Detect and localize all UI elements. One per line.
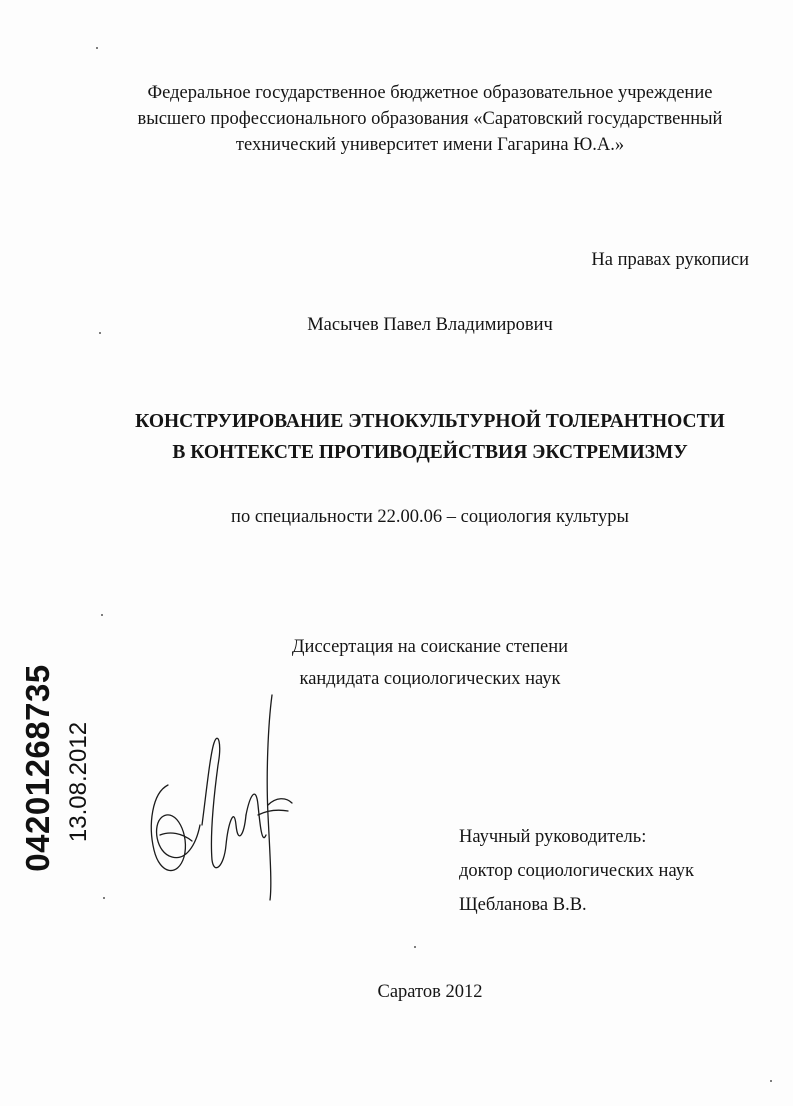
supervisor-name: Щебланова В.В. bbox=[459, 895, 587, 915]
scan-speck bbox=[770, 1080, 772, 1082]
degree-line-2: кандидата социологических наук bbox=[299, 669, 561, 689]
degree-line-1: Диссертация на соискание степени bbox=[291, 637, 569, 657]
institution-line-1: Федеральное государственное бюджетное образовательное учреждение bbox=[147, 83, 713, 103]
scan-speck bbox=[103, 897, 105, 899]
supervisor-block bbox=[459, 820, 694, 922]
specialty-line: по специальности 22.00.06 – социология культуры bbox=[231, 507, 629, 527]
author-name: Масычев Павел Владимирович bbox=[307, 315, 553, 335]
author-signature bbox=[140, 685, 300, 905]
supervisor-label: Научный руководитель: bbox=[459, 827, 647, 847]
scan-speck bbox=[96, 47, 98, 49]
supervisor-degree: доктор социологических наук bbox=[459, 861, 694, 881]
scan-speck bbox=[414, 946, 416, 948]
title-line-1: КОНСТРУИРОВАНИЕ ЭТНОКУЛЬТУРНОЙ ТОЛЕРАНТНОСТИ bbox=[135, 411, 725, 432]
scan-speck bbox=[101, 614, 103, 616]
scan-speck bbox=[99, 332, 101, 334]
city-year: Саратов 2012 bbox=[377, 982, 483, 1002]
institution-line-2: высшего профессионального образования «Саратовский государственный bbox=[137, 109, 723, 129]
dissertation-title bbox=[100, 406, 760, 468]
manuscript-note: На правах рукописи bbox=[591, 250, 749, 270]
stamp-date: 13.08.2012 bbox=[65, 721, 92, 843]
institution-header bbox=[120, 80, 740, 158]
institution-line-3: технический университет имени Гагарина Ю.А.» bbox=[235, 135, 625, 155]
stamp-code: 04201268735 bbox=[19, 664, 56, 872]
library-stamp bbox=[0, 0, 110, 1106]
title-line-2: В КОНТЕКСТЕ ПРОТИВОДЕЙСТВИЯ ЭКСТРЕМИЗМУ bbox=[172, 442, 688, 463]
